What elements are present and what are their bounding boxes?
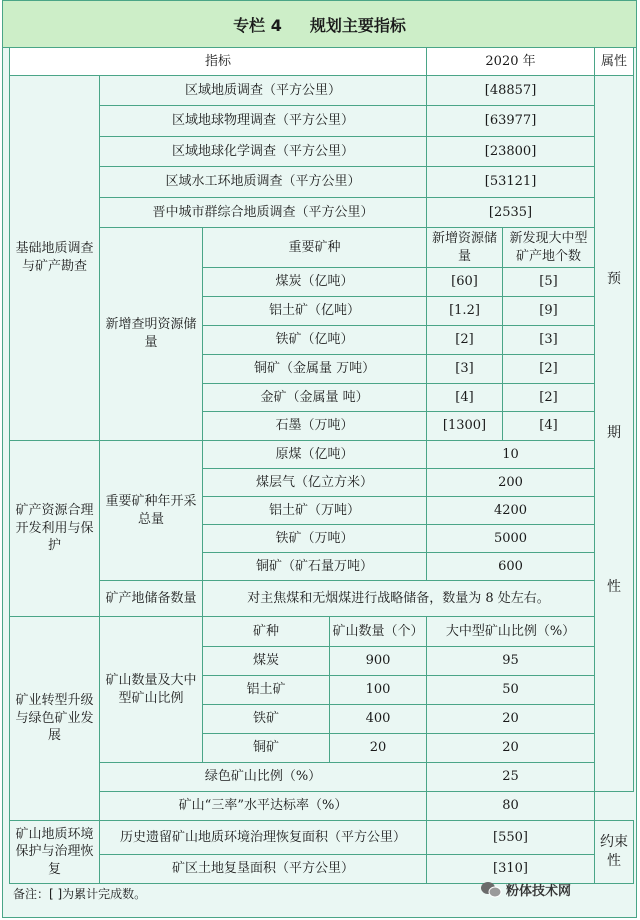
row-value: [48857] [427,76,595,106]
mineral-name: 铁矿（万吨） [203,525,427,553]
green-mine-label: 绿色矿山比例（%） [100,763,427,792]
row-label: 矿区土地复垦面积（平方公里） [100,855,427,884]
mineral-name: 铝土矿（万吨） [203,497,427,525]
table-row [10,167,634,198]
col-mine-ratio: 大中型矿山比例（%） [427,617,595,647]
mineral-name: 煤炭（亿吨） [203,268,427,297]
table-title [3,1,636,48]
mining-value: 600 [427,553,595,581]
mineral-name: 铝土矿 [203,676,330,705]
table-row [10,76,634,106]
new-sites: [2] [503,355,595,384]
mining-value: 4200 [427,497,595,525]
mine-ratio: 50 [427,676,595,705]
three-rates-label: 矿山“三率”水平达标率（%） [100,792,427,821]
header-row [10,48,634,76]
mine-ratio: 95 [427,647,595,676]
attr-char: 性 [607,578,622,595]
reserves-header-row [10,228,634,268]
new-reserves: [2] [427,326,503,355]
section-survey: 基础地质调查与矿产勘查 [10,76,100,441]
attr-binding: 约束性 [595,821,634,884]
column-number: 专栏 4 [233,15,282,35]
mineral-name: 铜矿 [203,734,330,763]
header-year: 2020 年 [427,48,595,76]
mine-count: 20 [330,734,427,763]
new-reserves: [1.2] [427,297,503,326]
mineral-name: 金矿（金属量 吨） [203,384,427,412]
new-reserves: [3] [427,355,503,384]
row-value: [2535] [427,198,595,228]
table-row [10,821,634,855]
watermark-text: 粉体技术网 [506,884,572,899]
new-reserves: [1300] [427,412,503,441]
section-resources: 矿产资源合理开发利用与保护 [10,441,100,617]
col-new-reserves: 新增资源储量 [427,228,503,268]
three-rates-value: 80 [427,792,595,821]
mineral-name: 铁矿 [203,705,330,734]
col-new-sites: 新发现大中型矿产地个数 [503,228,595,268]
table-row [10,198,634,228]
mineral-name: 铁矿（亿吨） [203,326,427,355]
mining-value: 200 [427,469,595,497]
mines-header-row [10,617,634,647]
mineral-name: 煤炭 [203,647,330,676]
section-environment: 矿山地质环境保护与治理恢复 [10,821,100,884]
mine-ratio: 20 [427,734,595,763]
mines-group-label: 矿山数量及大中型矿山比例 [100,617,203,763]
row-label: 晋中城市群综合地质调查（平方公里） [100,198,427,228]
row-label: 区域地球物理调查（平方公里） [100,106,427,137]
new-reserves: [60] [427,268,503,297]
row-value: [63977] [427,106,595,137]
mineral-name: 铝土矿（亿吨） [203,297,427,326]
new-sites: [9] [503,297,595,326]
row-value: [23800] [427,137,595,167]
table-row [10,763,634,792]
mineral-name: 原煤（亿吨） [203,441,427,469]
storage-row [10,581,634,617]
row-label: 区域地球化学调查（平方公里） [100,137,427,167]
header-indicator: 指标 [10,48,427,76]
row-value: [550] [427,821,595,855]
new-sites: [5] [503,268,595,297]
new-reserves: [4] [427,384,503,412]
row-value: [53121] [427,167,595,198]
new-sites: [4] [503,412,595,441]
new-sites: [2] [503,384,595,412]
row-label: 区域水工环地质调查（平方公里） [100,167,427,198]
table-sheet [2,0,637,918]
storage-value: 对主焦煤和无烟煤进行战略储备，数量为 8 处左右。 [203,581,595,617]
col-mineral: 重要矿种 [203,228,427,268]
spacer [597,443,631,578]
chat-bubble-icon [480,881,502,899]
mining-value: 5000 [427,525,595,553]
watermark-logo [480,880,571,899]
mine-ratio: 20 [427,705,595,734]
table-row [10,792,634,821]
row-value: [310] [427,855,595,884]
indicator-table [9,47,634,884]
mining-group-label: 重要矿种年开采总量 [100,441,203,581]
attr-expected [595,76,634,792]
col-mine-count: 矿山数量（个） [330,617,427,647]
table-row [10,106,634,137]
mineral-name: 石墨（万吨） [203,412,427,441]
mineral-name: 煤层气（亿立方米） [203,469,427,497]
storage-label: 矿产地储备数量 [100,581,203,617]
col-mineral: 矿种 [203,617,330,647]
spacer [597,289,631,424]
attr-char: 期 [607,425,622,442]
new-sites: [3] [503,326,595,355]
header-attr: 属性 [595,48,634,76]
table-row [10,137,634,167]
mine-count: 900 [330,647,427,676]
column-title: 规划主要指标 [309,15,406,35]
mine-count: 400 [330,705,427,734]
mine-count: 100 [330,676,427,705]
mining-value: 10 [427,441,595,469]
row-label: 历史遗留矿山地质环境治理恢复面积（平方公里） [100,821,427,855]
mineral-name: 铜矿（金属量 万吨） [203,355,427,384]
section-upgrade: 矿业转型升级与绿色矿业发展 [10,617,100,821]
green-mine-value: 25 [427,763,595,792]
reserves-group-label: 新增查明资源储量 [100,228,203,441]
table-row [10,441,634,469]
table-note: 备注：[ ]为累计完成数。 [13,887,147,901]
mineral-name: 铜矿（矿石量万吨） [203,553,427,581]
attr-char: 预 [607,271,622,288]
row-label: 区域地质调查（平方公里） [100,76,427,106]
